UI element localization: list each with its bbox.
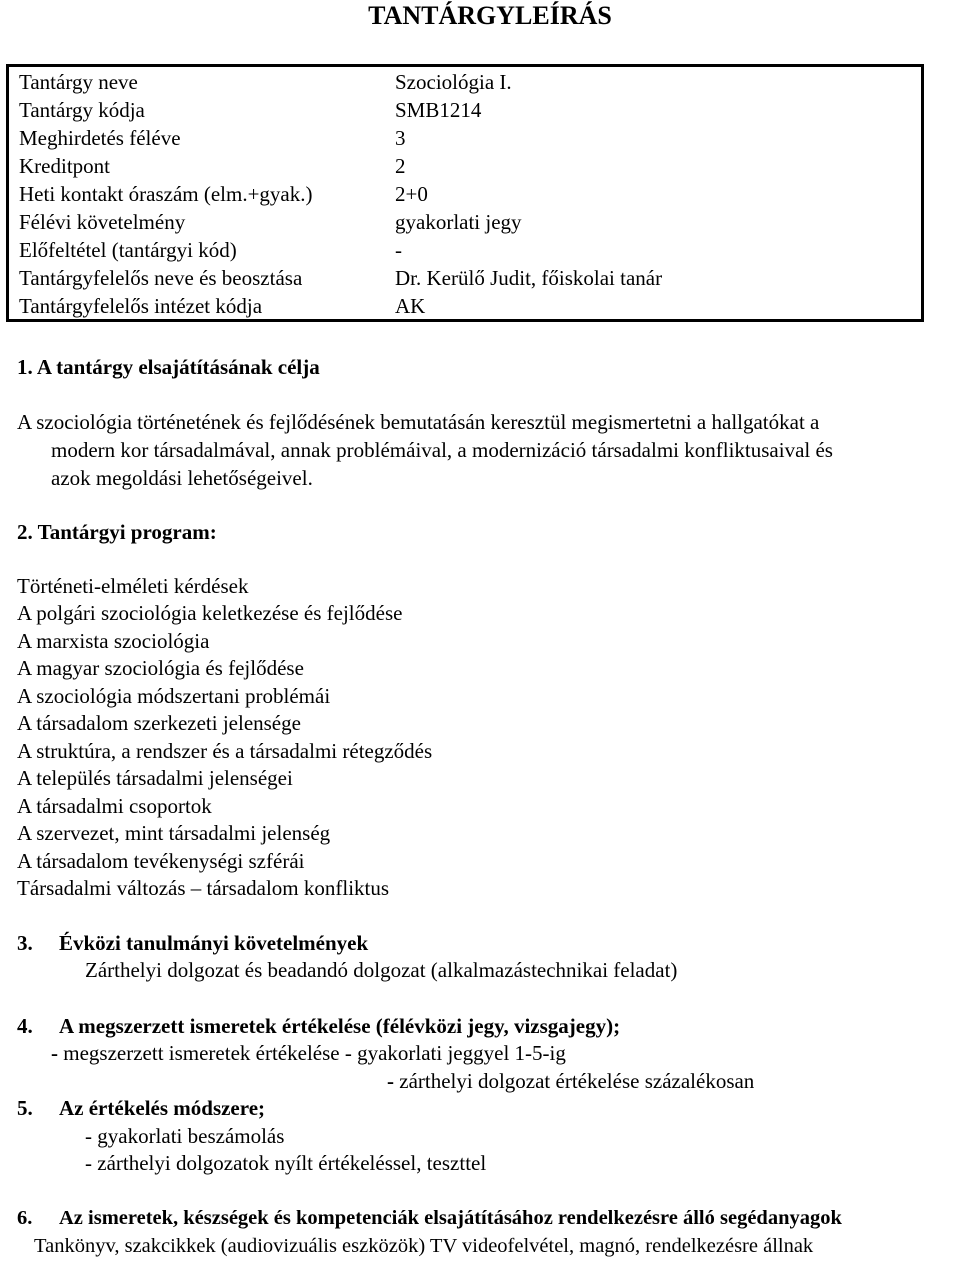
paragraph-line: modern kor társadalmával, annak problémáival, a modernizáció társadalmi konfliktusaival és: [51, 438, 833, 462]
section-number: 3.: [17, 931, 33, 955]
section-1-paragraph: [17, 408, 947, 492]
section-number: 6.: [17, 1207, 33, 1229]
info-row-course-name: [19, 69, 919, 97]
info-value: Dr. Kerülő Judit, főiskolai tanár: [395, 266, 663, 290]
program-item: Történeti-elméleti kérdések: [17, 574, 249, 598]
program-item: A szervezet, mint társadalmi jelenség: [17, 821, 331, 845]
program-item: Társadalmi változás – társadalom konfliktus: [17, 876, 390, 900]
method-item: - gyakorlati beszámolás: [85, 1124, 285, 1148]
info-row-course-code: [19, 97, 919, 125]
program-item: A település társadalmi jelenségei: [17, 766, 293, 790]
document-title: TANTÁRGYLEÍRÁS: [368, 1, 612, 30]
course-info-table: [6, 64, 924, 322]
section-3-text: Zárthelyi dolgozat és beadandó dolgozat (alkalmazástechnikai feladat): [85, 958, 678, 982]
info-value: gyakorlati jegy: [395, 210, 522, 234]
program-item: A marxista szociológia: [17, 629, 210, 653]
info-label: Félévi követelmény: [19, 210, 186, 234]
info-label: Heti kontakt óraszám (elm.+gyak.): [19, 182, 313, 206]
info-row-prerequisite: [19, 237, 919, 265]
section-title: Évközi tanulmányi követelmények: [59, 931, 369, 955]
section-5-heading: [17, 1095, 265, 1122]
info-row-institute-code: [19, 293, 919, 321]
section-3-heading: [17, 930, 368, 957]
section-4-heading: [17, 1013, 620, 1040]
info-row-semester: [19, 125, 919, 153]
section-1-heading: 1. A tantárgy elsajátításának célja: [17, 355, 320, 379]
program-item: A társadalmi csoportok: [17, 794, 212, 818]
info-value: Szociológia I.: [395, 70, 512, 94]
section-title: Az értékelés módszere;: [59, 1096, 266, 1120]
program-item: A magyar szociológia és fejlődése: [17, 656, 304, 680]
program-item: A struktúra, a rendszer és a társadalmi rétegződés: [17, 739, 433, 763]
info-value: -: [395, 238, 402, 262]
method-item: - zárthelyi dolgozatok nyílt értékeléssel, teszttel: [85, 1151, 487, 1175]
evaluation-text: zárthelyi dolgozat értékelése százalékosan: [399, 1069, 755, 1093]
section-6-text: Tankönyv, szakcikkek (audiovizuális eszközök) TV videofelvétel, magnó, rendelkezésre állnak: [34, 1235, 814, 1257]
program-item: A társadalom tevékenységi szférái: [17, 849, 305, 873]
section-4-line-2: [387, 1068, 754, 1095]
info-row-credits: [19, 153, 919, 181]
program-item: A polgári szociológia keletkezése és fejlődése: [17, 601, 403, 625]
info-label: Előfeltétel (tantárgyi kód): [19, 238, 237, 262]
evaluation-text: megszerzett ismeretek értékelése - gyakorlati jeggyel 1-5-ig: [63, 1041, 566, 1065]
section-title: A megszerzett ismeretek értékelése (félévközi jegy, vizsgajegy);: [59, 1014, 621, 1038]
section-6-heading: [17, 1205, 842, 1232]
info-row-responsible: [19, 265, 919, 293]
section-4-line-1: [51, 1040, 566, 1067]
info-label: Tantárgyfelelős neve és beosztása: [19, 266, 303, 290]
info-label: Kreditpont: [19, 154, 110, 178]
section-number: 4.: [17, 1014, 33, 1038]
info-value: SMB1214: [395, 98, 482, 122]
info-row-weekly-hours: [19, 181, 919, 209]
section-2-heading: 2. Tantárgyi program:: [17, 520, 217, 544]
section-title: Az ismeretek, készségek és kompetenciák elsajátításához rendelkezésre álló segédanyagok: [59, 1207, 842, 1229]
info-label: Tantárgy neve: [19, 70, 138, 94]
paragraph-line: azok megoldási lehetőségeivel.: [51, 466, 313, 490]
info-value: 2+0: [395, 182, 428, 206]
dash: -: [51, 1041, 58, 1065]
program-item: A szociológia módszertani problémái: [17, 684, 331, 708]
info-label: Tantárgyfelelős intézet kódja: [19, 294, 263, 318]
info-label: Tantárgy kódja: [19, 98, 145, 122]
info-value: 3: [395, 126, 406, 150]
dash: -: [387, 1069, 394, 1093]
section-number: 5.: [17, 1096, 33, 1120]
info-label: Meghirdetés féléve: [19, 126, 181, 150]
info-value: AK: [395, 294, 426, 318]
paragraph-line: A szociológia történetének és fejlődésének bemutatásán keresztül megismertetni a hallgatókat a: [17, 410, 820, 434]
program-item: A társadalom szerkezeti jelensége: [17, 711, 301, 735]
info-value: 2: [395, 154, 406, 178]
info-row-requirement: [19, 209, 919, 237]
